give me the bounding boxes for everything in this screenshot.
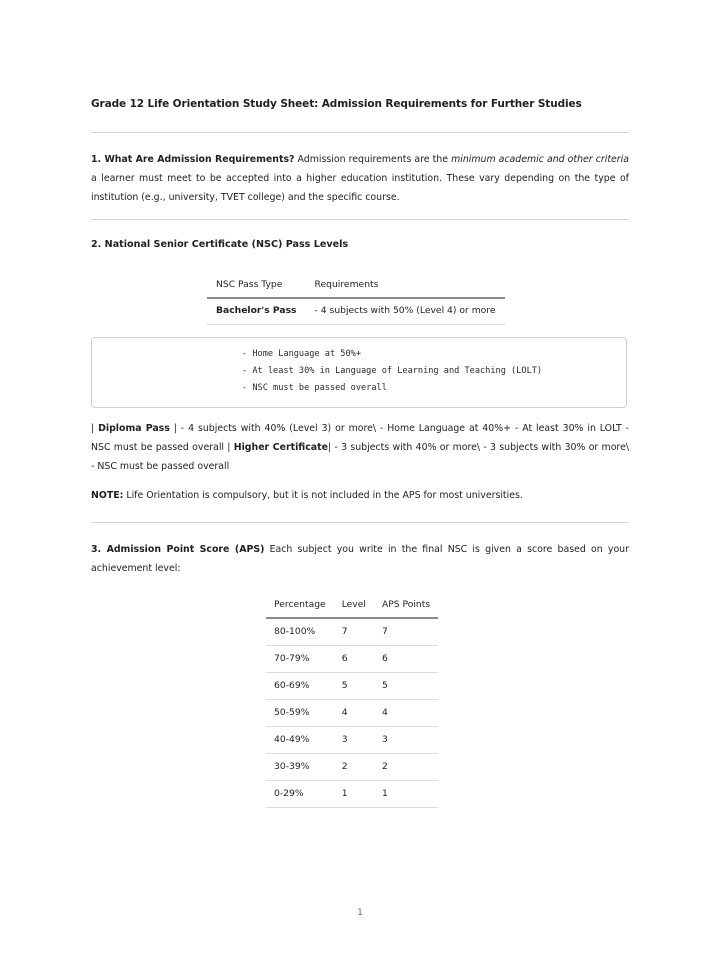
table-row <box>266 781 438 808</box>
continuation-lead: | <box>91 423 99 434</box>
table-cell: 4 <box>374 700 438 727</box>
section-3-heading: 3. Admission Point Score (APS) <box>91 544 265 555</box>
code-line: - NSC must be passed overall <box>242 383 387 393</box>
page-number: 1 <box>357 908 363 918</box>
table-header-row <box>207 275 505 298</box>
table-cell: 7 <box>334 618 374 646</box>
table-cell: 2 <box>334 754 374 781</box>
diploma-pass-text: | - 4 subjects with 40% (Level 3) or more\ - Home Language at 40%+ - At least 30% in LOLT - NSC must be passed overall | <box>91 423 630 453</box>
table-cell: 2 <box>374 754 438 781</box>
section-3-text: Each subject you write in the final NSC is given a score based on your achievement level: <box>91 544 629 574</box>
table-row <box>207 298 505 325</box>
table-cell: 6 <box>374 646 438 673</box>
table-row <box>266 618 438 646</box>
section-divider <box>91 522 629 523</box>
table-row <box>266 727 438 754</box>
table-cell: 60-69% <box>266 673 334 700</box>
section-1-heading: 1. What Are Admission Requirements? <box>91 154 295 165</box>
table-cell: 3 <box>374 727 438 754</box>
table-header-cell: Requirements <box>306 275 505 298</box>
table-cell: 0-29% <box>266 781 334 808</box>
table-cell: 4 <box>334 700 374 727</box>
code-block <box>91 337 627 408</box>
table-cell: 3 <box>334 727 374 754</box>
table-row <box>266 754 438 781</box>
section-2-heading: 2. National Senior Certificate (NSC) Pass Levels <box>91 239 349 250</box>
section-1-text-b: a learner must meet to be accepted into a higher education institution. These vary depending on the type of institution (e.g., university, TVET college) and the specific course. <box>91 173 629 203</box>
table-cell: 1 <box>334 781 374 808</box>
nsc-pass-table <box>207 275 505 325</box>
requirements-cell: - 4 subjects with 50% (Level 4) or more <box>306 298 505 325</box>
pass-type-cell: Bachelor's Pass <box>207 298 306 325</box>
table-cell: 70-79% <box>266 646 334 673</box>
note-paragraph <box>91 486 629 505</box>
table-header-cell: Level <box>334 596 374 618</box>
table-cell: 30-39% <box>266 754 334 781</box>
table-row <box>266 673 438 700</box>
note-label: NOTE: <box>91 490 124 501</box>
pass-levels-continuation <box>91 419 629 476</box>
aps-table <box>266 596 438 808</box>
table-cell: 40-49% <box>266 727 334 754</box>
table-row <box>266 700 438 727</box>
table-header-cell: NSC Pass Type <box>207 275 306 298</box>
document-title: Grade 12 Life Orientation Study Sheet: Admission Requirements for Further Studies <box>91 98 582 110</box>
table-header-cell: Percentage <box>266 596 334 618</box>
section-1-emphasis: minimum academic and other criteria <box>451 154 629 165</box>
section-1-text-a: Admission requirements are the <box>294 154 452 165</box>
diploma-pass-label: Diploma Pass <box>98 423 170 434</box>
higher-certificate-label: Higher Certificate <box>233 442 328 453</box>
section-3-paragraph <box>91 540 629 578</box>
table-cell: 80-100% <box>266 618 334 646</box>
table-header-cell: APS Points <box>374 596 438 618</box>
note-text: Life Orientation is compulsory, but it is not included in the APS for most universities. <box>123 490 523 501</box>
table-cell: 6 <box>334 646 374 673</box>
section-1-paragraph <box>91 150 629 207</box>
table-cell: 5 <box>374 673 438 700</box>
section-divider <box>91 132 629 133</box>
table-cell: 5 <box>334 673 374 700</box>
code-line: - At least 30% in Language of Learning and Teaching (LOLT) <box>242 366 543 376</box>
table-header-row <box>266 596 438 618</box>
table-cell: 7 <box>374 618 438 646</box>
table-row <box>266 646 438 673</box>
table-cell: 50-59% <box>266 700 334 727</box>
table-cell: 1 <box>374 781 438 808</box>
code-line: - Home Language at 50%+ <box>242 349 361 359</box>
section-divider <box>91 219 629 220</box>
higher-certificate-text: | - 3 subjects with 40% or more\ - 3 subjects with 30% or more\ - NSC must be passed overall <box>91 442 630 472</box>
